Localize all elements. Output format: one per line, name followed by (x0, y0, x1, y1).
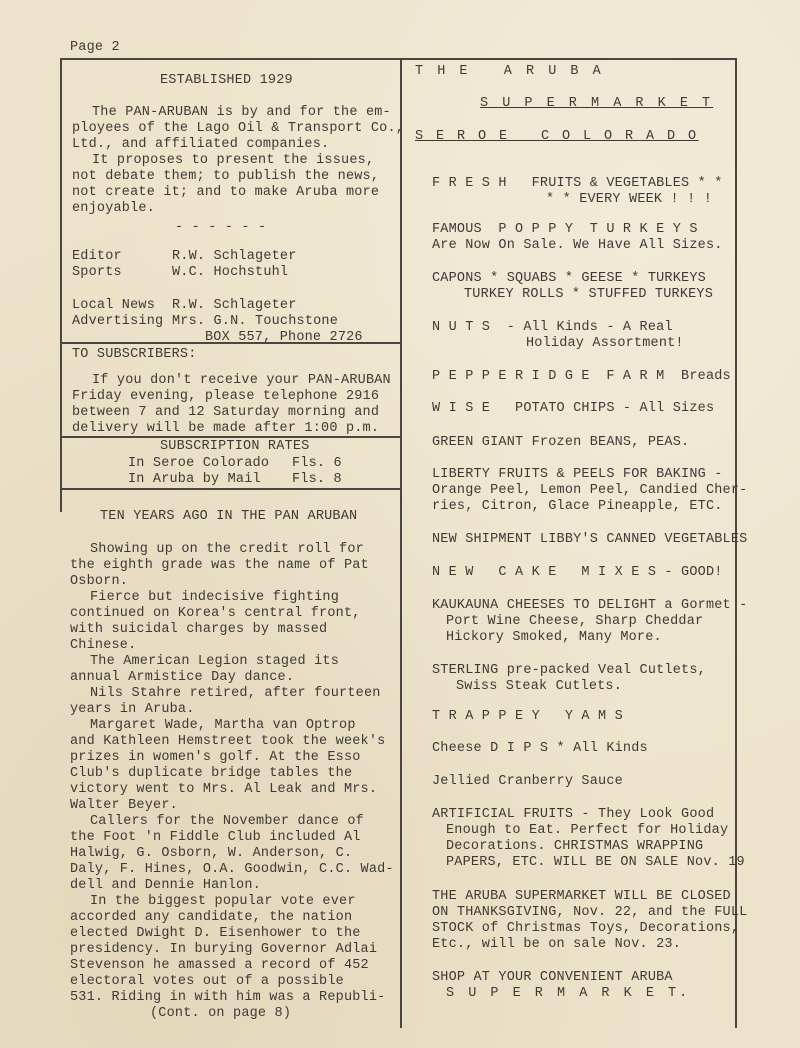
intro-line: not debate them; to publish the news, (72, 169, 380, 184)
ad-item-line: Enough to Eat. Perfect for Holiday (446, 823, 729, 838)
ad-item-line: TURKEY ROLLS * STUFFED TURKEYS (464, 287, 714, 302)
divider-dashes: - - - - - - (175, 220, 267, 235)
ad-item-line: Port Wine Cheese, Sharp Cheddar (446, 614, 704, 629)
article-line: continued on Korea's central front, (70, 606, 361, 621)
staff-role: Local News (72, 298, 156, 313)
article-line: Halwig, G. Osborn, W. Anderson, C. (70, 846, 353, 861)
ad-item-line: Etc., will be on sale Nov. 23. (432, 937, 682, 952)
ad-item-line: T R A P P E Y Y A M S (432, 709, 623, 724)
article-line: elected Dwight D. Eisenhower to the (70, 926, 361, 941)
ad-item-line: SHOP AT YOUR CONVENIENT ARUBA (432, 970, 673, 985)
article-line: Club's duplicate bridge tables the (70, 766, 353, 781)
article-line: Stevenson he amassed a record of 452 (70, 958, 369, 973)
article-line: Showing up on the credit roll for (90, 542, 364, 557)
ad-item-line: PAPERS, ETC. WILL BE ON SALE Nov. 19 (446, 855, 745, 870)
intro-line: ployees of the Lago Oil & Transport Co., (72, 121, 405, 136)
ad-item-line: ARTIFICIAL FRUITS - They Look Good (432, 807, 715, 822)
box-bottom-rule (62, 488, 400, 490)
article-line: Daly, F. Hines, O.A. Goodwin, C.C. Wad- (70, 862, 394, 877)
article-line: prizes in women's golf. At the Esso (70, 750, 361, 765)
subscribers-line: If you don't receive your PAN-ARUBAN (92, 373, 391, 388)
ad-item-line: S U P E R M A R K E T. (446, 986, 691, 1001)
ad-title-line: S U P E R M A R K E T (480, 96, 714, 111)
staff-role: Editor (72, 249, 122, 264)
rate-price: Fls. 8 (292, 472, 342, 487)
staff-name: W.C. Hochstuhl (172, 265, 289, 280)
rate-place: In Aruba by Mail (128, 472, 261, 487)
article-line: with suicidal charges by massed (70, 622, 328, 637)
top-rule (62, 58, 736, 60)
ad-item-line: FAMOUS P O P P Y T U R K E Y S (432, 222, 698, 237)
rates-heading: SUBSCRIPTION RATES (160, 439, 310, 454)
ad-item-line: ries, Citron, Glace Pineapple, ETC. (432, 499, 723, 514)
intro-line: It proposes to present the issues, (92, 153, 375, 168)
ad-item-line: NEW SHIPMENT LIBBY'S CANNED VEGETABLES (432, 532, 748, 547)
ad-item-line: N E W C A K E M I X E S - GOOD! (432, 565, 723, 580)
ad-title-line: S E R O E C O L O R A D O (415, 129, 699, 144)
ad-item-line: STERLING pre-packed Veal Cutlets, (432, 663, 706, 678)
staff-name: Mrs. G.N. Touchstone (172, 314, 339, 329)
subscribers-line: Friday evening, please telephone 2916 (72, 389, 380, 404)
subscribers-line: delivery will be made after 1:00 p.m. (72, 421, 380, 436)
intro-line: enjoyable. (72, 201, 156, 216)
subscribers-line: between 7 and 12 Saturday morning and (72, 405, 380, 420)
staff-name: R.W. Schlageter (172, 249, 297, 264)
article-line: Chinese. (70, 638, 137, 653)
article-line: dell and Dennie Hanlon. (70, 878, 261, 893)
ad-item-line: THE ARUBA SUPERMARKET WILL BE CLOSED (432, 889, 731, 904)
intro-line: Ltd., and affiliated companies. (72, 137, 330, 152)
staff-role: Sports (72, 265, 122, 280)
article-line: annual Armistice Day dance. (70, 670, 295, 685)
ad-item-line: CAPONS * SQUABS * GEESE * TURKEYS (432, 271, 706, 286)
article-line: Margaret Wade, Martha van Optrop (90, 718, 356, 733)
article-line: Walter Beyer. (70, 798, 178, 813)
article-line: The American Legion staged its (90, 654, 340, 669)
rate-place: In Seroe Colorado (128, 456, 270, 471)
ad-item-line: N U T S - All Kinds - A Real (432, 320, 673, 335)
page-label: Page 2 (70, 40, 120, 55)
article-line: (Cont. on page 8) (150, 1006, 292, 1021)
article-line: presidency. In burying Governor Adlai (70, 942, 378, 957)
ad-item-line: STOCK of Christmas Toys, Decorations, (432, 921, 740, 936)
article-line: Osborn. (70, 574, 129, 589)
ad-item-line: LIBERTY FRUITS & PEELS FOR BAKING - (432, 467, 723, 482)
article-line: Fierce but indecisive fighting (90, 590, 340, 605)
article-line: electoral votes out of a possible (70, 974, 344, 989)
ad-item-line: Jellied Cranberry Sauce (432, 774, 623, 789)
ad-item-line: F R E S H FRUITS & VEGETABLES * * (432, 176, 723, 191)
ad-item-line: GREEN GIANT Frozen BEANS, PEAS. (432, 435, 690, 450)
staff-role: Advertising (72, 314, 164, 329)
contact-line: BOX 557, Phone 2726 (205, 330, 363, 345)
ad-item-line: * * EVERY WEEK ! ! ! (546, 192, 713, 207)
ad-item-line: Orange Peel, Lemon Peel, Candied Cher- (432, 483, 748, 498)
rate-price: Fls. 6 (292, 456, 342, 471)
ad-item-line: Are Now On Sale. We Have All Sizes. (432, 238, 723, 253)
intro-line: The PAN-ARUBAN is by and for the em- (92, 105, 391, 120)
ten-years-heading: TEN YEARS AGO IN THE PAN ARUBAN (100, 509, 358, 524)
ad-item-line: Cheese D I P S * All Kinds (432, 741, 648, 756)
column-divider (400, 58, 402, 1028)
ad-item-line: Holiday Assortment! (526, 336, 684, 351)
article-line: 531. Riding in with him was a Republi- (70, 990, 386, 1005)
staff-name: R.W. Schlageter (172, 298, 297, 313)
ad-item-line: KAUKAUNA CHEESES TO DELIGHT a Gormet - (432, 598, 748, 613)
ad-item-line: ON THANKSGIVING, Nov. 22, and the FULL (432, 905, 748, 920)
ad-item-line: P E P P E R I D G E F A R M Breads (432, 369, 731, 384)
article-line: Callers for the November dance of (90, 814, 364, 829)
article-line: Nils Stahre retired, after fourteen (90, 686, 381, 701)
ad-item-line: W I S E POTATO CHIPS - All Sizes (432, 401, 715, 416)
article-line: In the biggest popular vote ever (90, 894, 356, 909)
ad-item-line: Swiss Steak Cutlets. (456, 679, 623, 694)
article-line: accorded any candidate, the nation (70, 910, 353, 925)
ad-item-line: Hickory Smoked, Many More. (446, 630, 662, 645)
ad-title-line: T H E A R U B A (415, 64, 604, 79)
left-rule (60, 58, 62, 512)
article-line: the eighth grade was the name of Pat (70, 558, 369, 573)
article-line: and Kathleen Hemstreet took the week's (70, 734, 386, 749)
subscribers-heading: TO SUBSCRIBERS: (72, 347, 197, 362)
article-line: years in Aruba. (70, 702, 195, 717)
article-line: the Foot 'n Fiddle Club included Al (70, 830, 361, 845)
intro-line: not create it; and to make Aruba more (72, 185, 380, 200)
established-heading: ESTABLISHED 1929 (160, 73, 293, 88)
article-line: victory went to Mrs. Al Leak and Mrs. (70, 782, 378, 797)
ad-item-line: Decorations. CHRISTMAS WRAPPING (446, 839, 704, 854)
